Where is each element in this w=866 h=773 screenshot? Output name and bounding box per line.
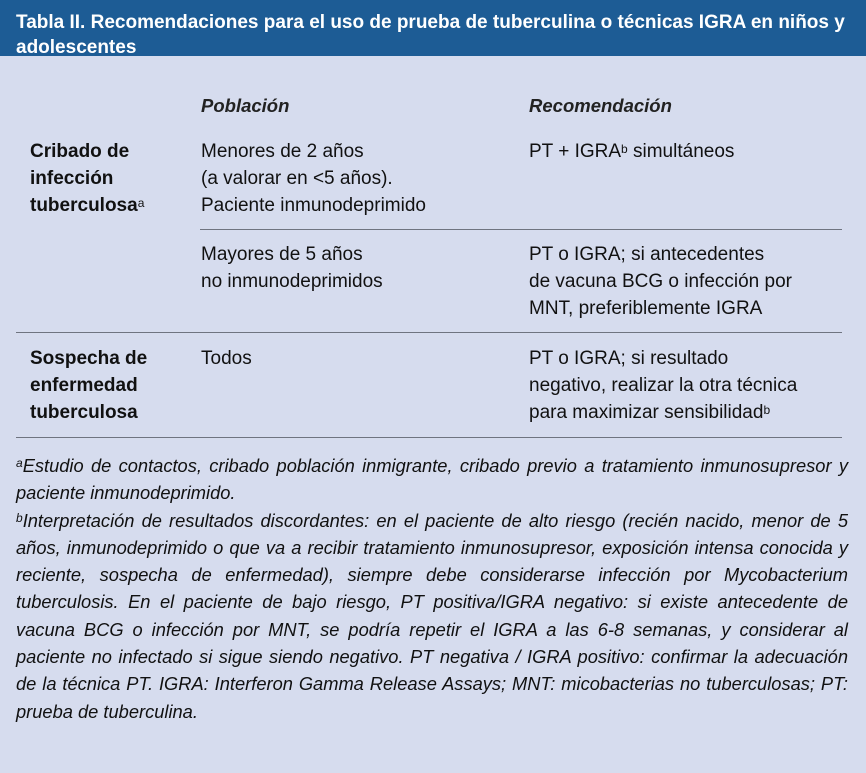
row-group-screening [30,138,144,219]
footnote-ref-b: b [621,142,628,156]
column-header-recommendation: Recomendación [529,95,672,116]
column-header-population: Población [201,95,290,116]
footnote-ref-a: a [137,196,145,210]
row-divider [200,229,842,230]
population-cell [201,138,426,219]
population-line: Menores de 2 años [201,141,364,162]
recommendation-line: negativo, realizar la otra técnica [529,375,798,396]
row-divider [16,332,842,333]
footnote-text: Estudio de contactos, cribado población inmigrante, cribado previo a tratamiento inmunosupresor y paciente inmunodeprimido. [16,455,848,504]
population-line: Mayores de 5 años [201,244,363,265]
table-title: Tabla II. Recomendaciones para el uso de prueba de tuberculina o técnicas IGRA en niños y adolescentes [0,0,866,56]
table-bottom-rule [16,437,842,438]
row-group-suspicion [30,345,147,426]
recommendation-line: PT o IGRA; si resultado [529,348,729,369]
footnote-text: Interpretación de resultados discordantes: en el paciente de alto riesgo (recién nacido, menor de 5 años, inmunodeprimido o que va a recibir tratamiento inmunosupresor, exposición intensa conocida y reciente, sospecha de enfermedad), siempre debe considerarse infección por Mycobacterium tuberculosis. En el paciente de bajo riesgo, PT positiva/IGRA negativo: si existe antecedente de vacuna BCG o infección por MNT, se podría repetir el IGRA a las 6-8 semanas, y considerar al paciente no infectado si sigue siendo negativo. PT negativa / IGRA positivo: confirmar la adecuación de la técnica PT. IGRA: Interferon Gamma Release Assays; MNT: micobacterias no tuberculosas; PT: prueba de tuberculina. [16,509,848,722]
recommendation-line: de vacuna BCG o infección por [529,271,792,292]
recommendation-text: simultáneos [627,141,735,162]
footnote-marker: b [16,510,23,525]
footnote-b [16,507,848,725]
population-cell [201,241,383,295]
recommendation-line: para maximizar sensibilidad$^b$ [529,402,771,423]
group-line: enfermedad [30,375,138,396]
population-cell [201,345,252,372]
recommendation-line: MNT, preferiblemente IGRA [529,298,763,319]
population-line: Paciente inmunodeprimido [201,195,426,216]
recommendation-line: PT o IGRA; si antecedentes [529,244,765,265]
group-line: tuberculosa$^a$ [30,195,145,216]
group-line: tuberculosa [30,402,138,423]
recommendation-cell [529,241,792,322]
group-line: infección [30,168,114,189]
group-line: Cribado de [30,141,130,162]
footnotes [16,452,848,725]
recommendation-cell [529,138,734,165]
footnote-ref-b: b [763,403,771,417]
population-line: no inmunodeprimidos [201,271,383,292]
footnote-a [16,452,848,507]
group-line: Sospecha de [30,348,148,369]
population-line: (a valorar en <5 años). [201,168,393,189]
population-line: Todos [201,348,252,369]
recommendation-cell [529,345,797,426]
footnote-marker: a [16,456,23,470]
recommendation-text: PT + IGRA [529,141,622,162]
